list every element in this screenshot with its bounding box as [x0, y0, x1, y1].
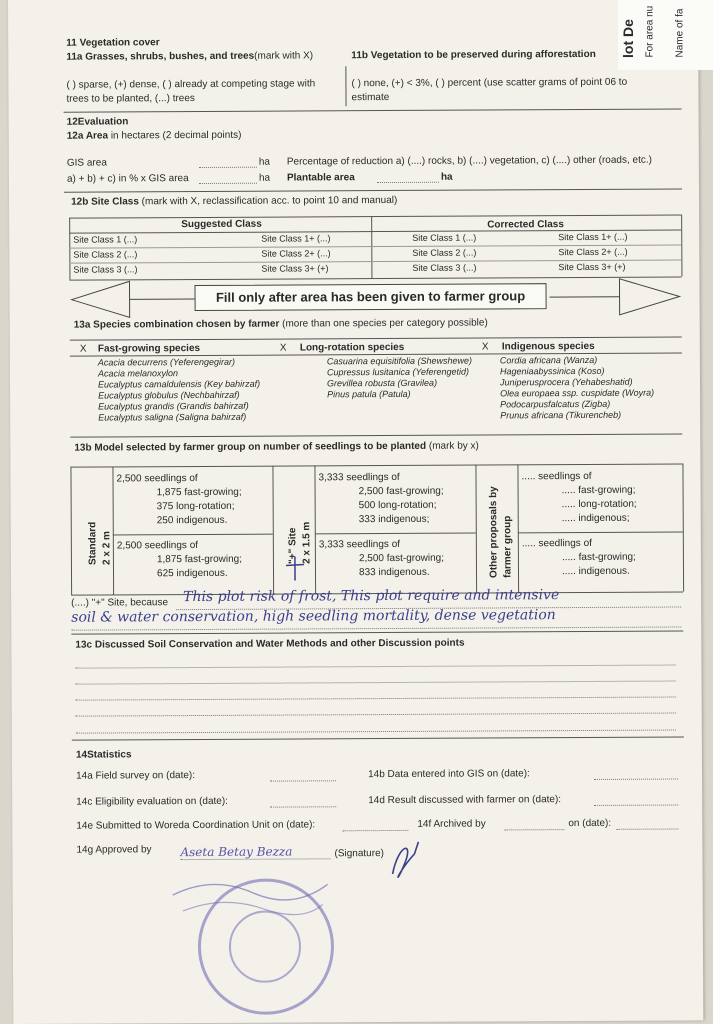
side-area-label: For area nu [644, 5, 656, 58]
site-class-cell: Site Class 2 (...) [412, 247, 477, 258]
sec12a-title: 12a Area in hectares (2 decimal points) [66, 129, 242, 142]
sec11a-line1: ( ) sparse, (+) dense, ( ) already at competing stage with [66, 78, 316, 91]
handwritten-reason-2: soil & water conservation, high seedling mortality, dense vegetation [71, 607, 556, 626]
fast-species: Acacia melanoxylon [97, 368, 179, 379]
standard-label: Standard [87, 521, 99, 566]
site-class-cell: Site Class 2+ (...) [261, 248, 331, 259]
model-standard-line: 375 long-rotation; [156, 500, 235, 513]
indig-species: Cordia africana (Wanza) [499, 354, 598, 366]
sec11b-line2: estimate [351, 92, 390, 104]
model-other-line: ..... long-rotation; [561, 498, 637, 511]
plantable-label: Plantable area [286, 172, 355, 184]
sec11b-title: 11b Vegetation to be preserved during afforestation [351, 48, 596, 62]
gis-area-unit: ha [258, 156, 271, 168]
x-col-2: X [279, 342, 287, 354]
model-standard2-line: 1,875 fast-growing; [156, 553, 243, 566]
sec14g: 14g Approved by [76, 844, 152, 856]
signature-mark [384, 834, 424, 882]
site-class-cell: Site Class 1+ (...) [261, 233, 331, 244]
sec14f: 14f Archived by [417, 818, 486, 830]
model-other-line: ..... seedlings of [521, 470, 592, 483]
model-site-line: 3,333 seedlings of [318, 471, 400, 484]
long-species: Cupressus lusitanica (Yeferengetid) [326, 366, 470, 378]
plus-site-spacing: 2 x 1.5 m [301, 521, 313, 564]
model-standard2-line: 2,500 seedlings of [116, 540, 199, 552]
model-other2-line: ..... indigenous. [561, 565, 630, 578]
site-class-cell: Site Class 3 (...) [73, 264, 138, 275]
sec13b-title: 13b Model selected by farmer group on number of seedlings to be planted (mark by x) [74, 440, 479, 454]
model-site-line: 500 long-rotation; [358, 499, 437, 512]
sec11a-line2: trees to be planted, (...) trees [66, 93, 195, 105]
sec12b-title: 12b Site Class (mark with X, reclassification acc. to point 10 and manual) [71, 194, 398, 208]
sec11-title: 11 Vegetation cover [66, 37, 160, 49]
standard-spacing: 2 x 2 m [101, 531, 113, 566]
indig-species: Prunus africana (Tikurencheb) [500, 409, 622, 421]
model-other-line: ..... fast-growing; [561, 484, 636, 497]
site-class-cell: Site Class 1 (...) [73, 234, 138, 245]
site-class-cell: Site Class 1 (...) [412, 232, 477, 243]
long-species: Pinus patula (Patula) [327, 388, 411, 400]
other-proposals-label2: farmer group [502, 515, 514, 578]
sec14c: 14c Eligibility evaluation on (date): [76, 795, 228, 808]
long-rotation-header: Long-rotation species [299, 341, 405, 354]
sec14b: 14b Data entered into GIS on (date): [368, 768, 530, 781]
x-col-3: X [481, 341, 489, 353]
site-class-cell: Site Class 3+ (+) [261, 263, 329, 274]
sec13a-title: 13a Species combination chosen by farmer (more than one species per category possible) [73, 317, 488, 331]
site-class-cell: Site Class 2 (...) [73, 249, 138, 260]
indig-species: Podocarpusfalcatus (Zigba) [500, 398, 611, 410]
model-standard-line: 2,500 seedlings of [116, 473, 198, 485]
model-site-line: 333 indigenous; [358, 513, 430, 526]
approver-name: Aseta Betay Bezza [180, 844, 293, 860]
model-standard-line: 250 indigenous. [156, 514, 228, 527]
reduction-label: Percentage of reduction a) (....) rocks, b) (....) vegetation, c) (....) other (roads, etc.) [286, 154, 653, 168]
sec11b-line1: ( ) none, (+) < 3%, ( ) percent (use scatter grams of point 06 to [351, 76, 628, 90]
model-standard-line: 1,875 fast-growing; [156, 486, 242, 499]
indig-species: Juniperusprocera (Yehabeshatid) [499, 376, 633, 388]
side-lot-label: lot De [620, 19, 636, 58]
side-name-label: Name of fa [674, 8, 686, 58]
model-site2-line: 833 indigenous. [358, 566, 430, 579]
indig-species: Hageniaabyssinica (Koso) [499, 365, 605, 377]
plus-mark [283, 554, 307, 582]
long-species: Grevillea robusta (Gravilea) [326, 377, 438, 389]
abc-label: a) + b) + c) in % x GIS area [66, 173, 189, 185]
sec14a: 14a Field survey on (date): [76, 770, 196, 782]
fast-species: Eucalyptus saligna (Saligna bahirzaf) [98, 411, 247, 423]
corrected-class-header: Corrected Class [487, 219, 564, 231]
form-page [8, 0, 703, 1024]
site-class-cell: Site Class 2+ (...) [558, 246, 628, 258]
long-species: Casuarina equisitifolia (Shewshewe) [326, 355, 472, 367]
signature-label: (Signature) [334, 848, 384, 860]
fast-species: Eucalyptus camaldulensis (Key bahirzaf) [97, 378, 261, 390]
model-site-line: 2,500 fast-growing; [358, 485, 444, 498]
other-proposals-label: Other proposals by [488, 486, 500, 578]
indig-species: Olea europaea ssp. cuspidate (Woyra) [500, 387, 655, 399]
gis-area-label: GIS area [66, 157, 107, 169]
stamp-scribble [163, 864, 333, 925]
site-class-cell: Site Class 3+ (+) [558, 261, 626, 273]
model-standard2-line: 625 indigenous. [156, 567, 228, 580]
abc-unit: ha [258, 172, 271, 184]
sec12-title: 12Evaluation [66, 116, 129, 128]
site-class-cell: Site Class 3 (...) [412, 262, 477, 273]
model-other2-line: ..... fast-growing; [561, 551, 636, 564]
site-because-label: (....) "+" Site, because [71, 597, 169, 609]
fast-growing-header: Fast-growing species [97, 342, 201, 355]
model-other-line: ..... indigenous; [561, 512, 630, 525]
site-class-cell: Site Class 1+ (...) [558, 231, 628, 243]
model-site2-line: 2,500 fast-growing; [358, 552, 445, 565]
model-other2-line: ..... seedlings of [521, 537, 592, 550]
x-col-1: X [79, 343, 87, 355]
plantable-unit: ha [440, 171, 453, 183]
sec13c-title: 13c Discussed Soil Conservation and Water Methods and other Discussion points [75, 637, 465, 651]
indigenous-header: Indigenous species [501, 340, 595, 353]
model-site2-line: 3,333 seedlings of [318, 538, 401, 551]
sec14d: 14d Result discussed with farmer on (date): [368, 794, 562, 807]
fast-species: Eucalyptus grandis (Grandis bahirzaf) [98, 400, 249, 412]
handwritten-reason-1: This plot risk of frost, This plot require and intensive [183, 587, 560, 606]
fast-species: Eucalyptus globulus (Nechbahirzaf) [98, 389, 240, 401]
sec11a-title: 11a Grasses, shrubs, bushes, and trees(mark with X) [66, 50, 314, 63]
suggested-class-header: Suggested Class [181, 218, 262, 231]
sec14e: 14e Submitted to Woreda Coordination Unit on (date): [76, 819, 316, 832]
fill-only-banner: Fill only after area has been given to farmer group [194, 283, 546, 311]
sec14f-on: on (date): [568, 817, 612, 830]
sec14-title: 14Statistics [75, 749, 132, 761]
fast-species: Acacia decurrens (Yeferengegirar) [97, 356, 236, 368]
plus-site-label: "+" Site [287, 527, 299, 565]
